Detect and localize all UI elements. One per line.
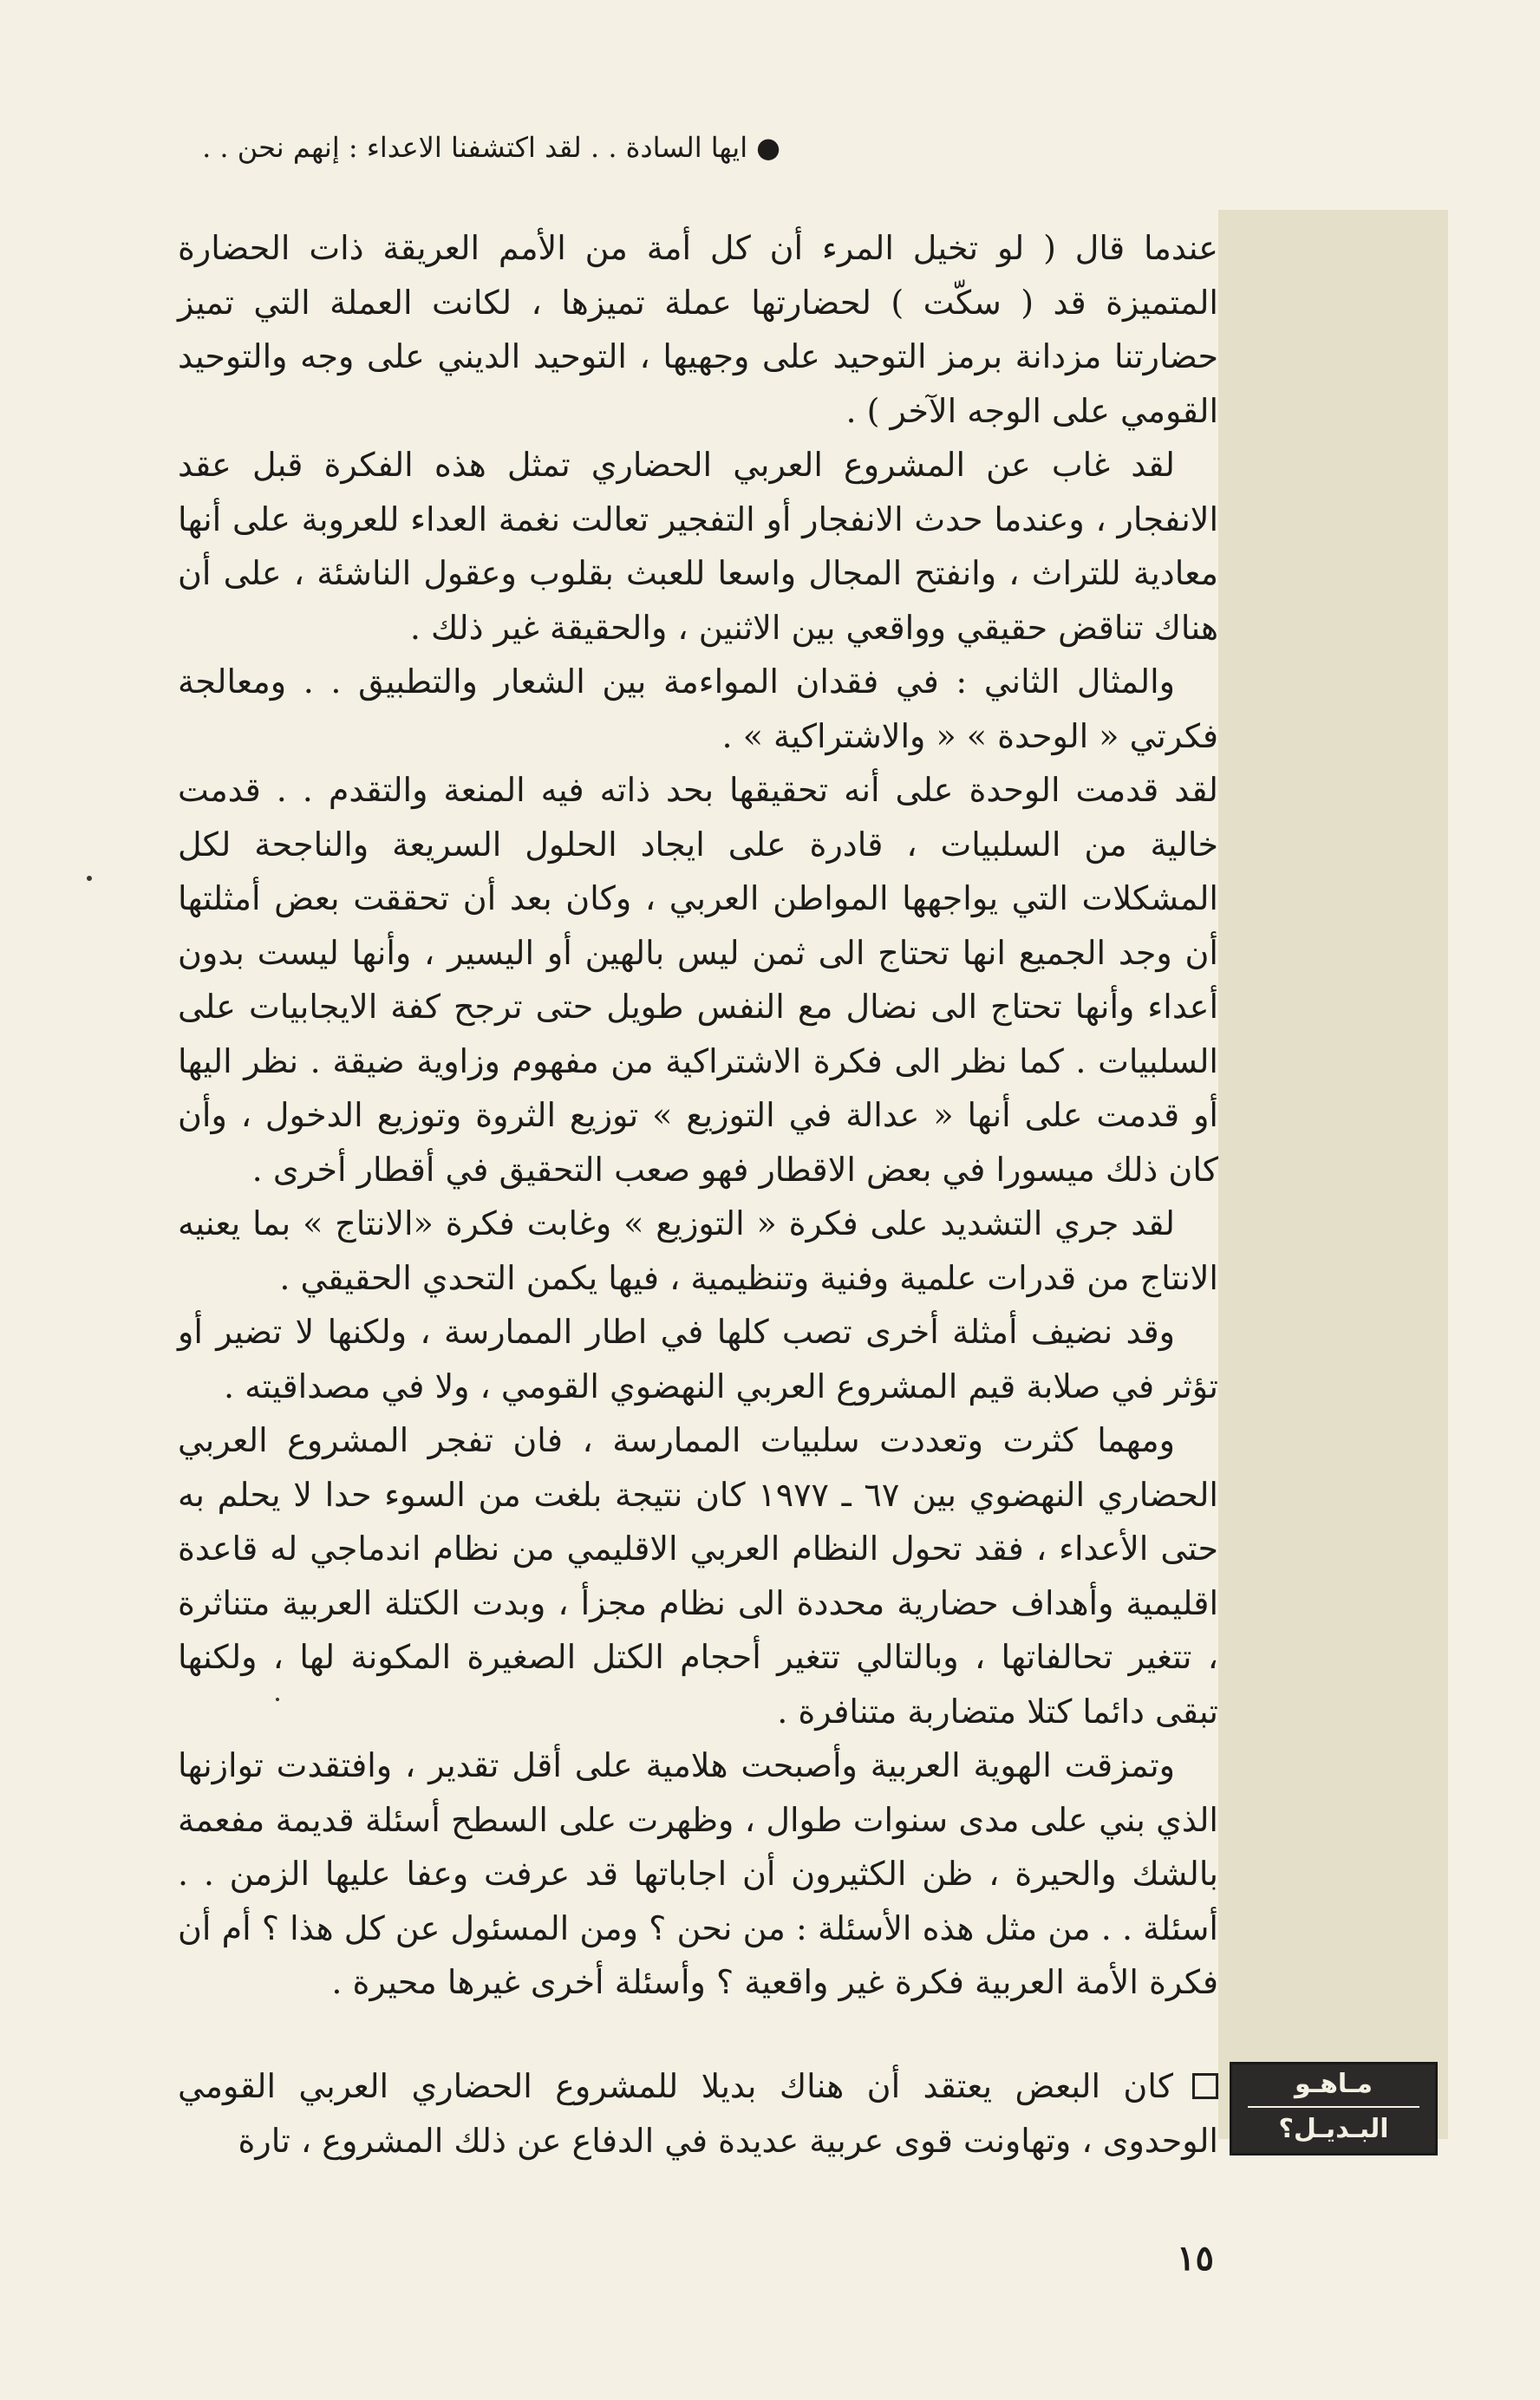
bullet-icon: ● bbox=[756, 131, 780, 164]
sidebar-heading-box bbox=[1230, 2062, 1438, 2155]
page-speck bbox=[87, 876, 92, 881]
paragraph: لقد غاب عن المشروع العربي الحضاري تمثل هذه الفكرة قبل عقد الانفجار ، وعندما حدث الانفجار أو التفجير تعالت نغمة العداء للعروبة على أنها معادية للتراث ، وانفتح المجال واسعا للعبث بقلوب وعقول الناشئة ، على أن هناك تناقض حقيقي وواقعي بين الاثنين ، والحقيقة غير ذلك . bbox=[178, 446, 1218, 647]
paragraph: ومهما كثرت وتعددت سلبيات الممارسة ، فان تفجر المشروع العربي الحضاري النهضوي بين ٦٧ ـ ١٩٧٧ كان نتيجة بلغت من السوء حدا لا يحلم به حتى الأعداء ، فقد تحول النظام العربي الاقليمي من نظام اندماجي له قاعدة اقليمية وأهداف حضارية محددة الى نظام مجزأ ، وبدت الكتلة العربية متناثرة ، تتغير تحالفاتها ، وبالتالي تتغير أحجام الكتل الصغيرة المكونة لها ، ولكنها تبقى دائما كتلا متضاربة متنافرة . bbox=[178, 1421, 1218, 1731]
paragraph: وقد نضيف أمثلة أخرى تصب كلها في اطار الممارسة ، ولكنها لا تضير أو تؤثر في صلابة قيم المشروع العربي النهضوي القومي ، ولا في مصداقيته . bbox=[178, 1313, 1218, 1405]
main-text bbox=[178, 221, 1218, 2010]
checkbox-icon bbox=[1192, 2073, 1218, 2099]
sidebar-strip bbox=[1218, 210, 1448, 2139]
paragraph: عندما قال ( لو تخيل المرء أن كل أمة من الأمم العريقة ذات الحضارة المتميزة قد ( سكّت ) لحضارتها عملة تميزها ، لكانت العملة التي تميز حضارتنا مزدانة برمز التوحيد على وجهيها ، التوحيد الديني على وجه والتوحيد القومي على الوجه الآخر ) . bbox=[178, 229, 1218, 430]
paragraph: والمثال الثاني : في فقدان المواءمة بين الشعار والتطبيق . . ومعالجة فكرتي « الوحدة » « والاشتراكية » . bbox=[178, 662, 1218, 755]
paragraph: لقد قدمت الوحدة على أنه تحقيقها بحد ذاته فيه المنعة والتقدم . . قدمت خالية من السلبيات ، قادرة على ايجاد الحلول السريعة والناجحة لكل المشكلات التي يواجهها المواطن العربي ، وكان بعد أن تحققت بعض أمثلتها أن وجد الجميع انها تحتاج الى ثمن ليس بالهين أو اليسير ، وأنها ليست بدون أعداء وأنها تحتاج الى نضال مع النفس طويل حتى ترجح كفة الايجابيات على السلبيات . كما نظر الى فكرة الاشتراكية من مفهوم وزاوية ضيقة . نظر اليها أو قدمت على أنها « عدالة في التوزيع » توزيع الثروة وتوزيع الدخول ، وأن كان ذلك ميسورا في بعض الاقطار فهو صعب التحقيق في أقطار أخرى . bbox=[178, 771, 1218, 1189]
sidebar-heading-rule bbox=[1248, 2106, 1419, 2108]
page-speck bbox=[276, 1698, 279, 1701]
alternative-text: كان البعض يعتقد أن هناك بديلا للمشروع الحضاري العربي القومي الوحدوى ، وتهاونت قوى عربية عديدة في الدفاع عن ذلك المشروع ، تارة bbox=[178, 2067, 1218, 2160]
paragraph: لقد جري التشديد على فكرة « التوزيع » وغابت فكرة «الانتاج » بما يعنيه الانتاج من قدرات علمية وفنية وتنظيمية ، فيها يكمن التحدي الحقيقي . bbox=[178, 1204, 1218, 1297]
sidebar-heading-line2: البـديـل؟ bbox=[1278, 2114, 1389, 2144]
sidebar-heading-line1: مـاهـو bbox=[1295, 2069, 1373, 2099]
running-head bbox=[165, 130, 780, 165]
page-number: ١٥ bbox=[1177, 2238, 1214, 2279]
alternative-section bbox=[178, 2059, 1218, 2168]
running-title: ايها السادة . . لقد اكتشفنا الاعداء : إنهم نحن . . bbox=[202, 131, 748, 164]
paragraph: وتمزقت الهوية العربية وأصبحت هلامية على أقل تقدير ، وافتقدت توازنها الذي بني على مدى سنوات طوال ، وظهرت على السطح أسئلة قديمة مفعمة بالشك والحيرة ، ظن الكثيرون أن اجاباتها قد عرفت وعفا عليها الزمن . . أسئلة . . من مثل هذه الأسئلة : من نحن ؟ ومن المسئول عن كل هذا ؟ أم أن فكرة الأمة العربية فكرة غير واقعية ؟ وأسئلة أخرى غيرها محيرة . bbox=[178, 1746, 1218, 2001]
